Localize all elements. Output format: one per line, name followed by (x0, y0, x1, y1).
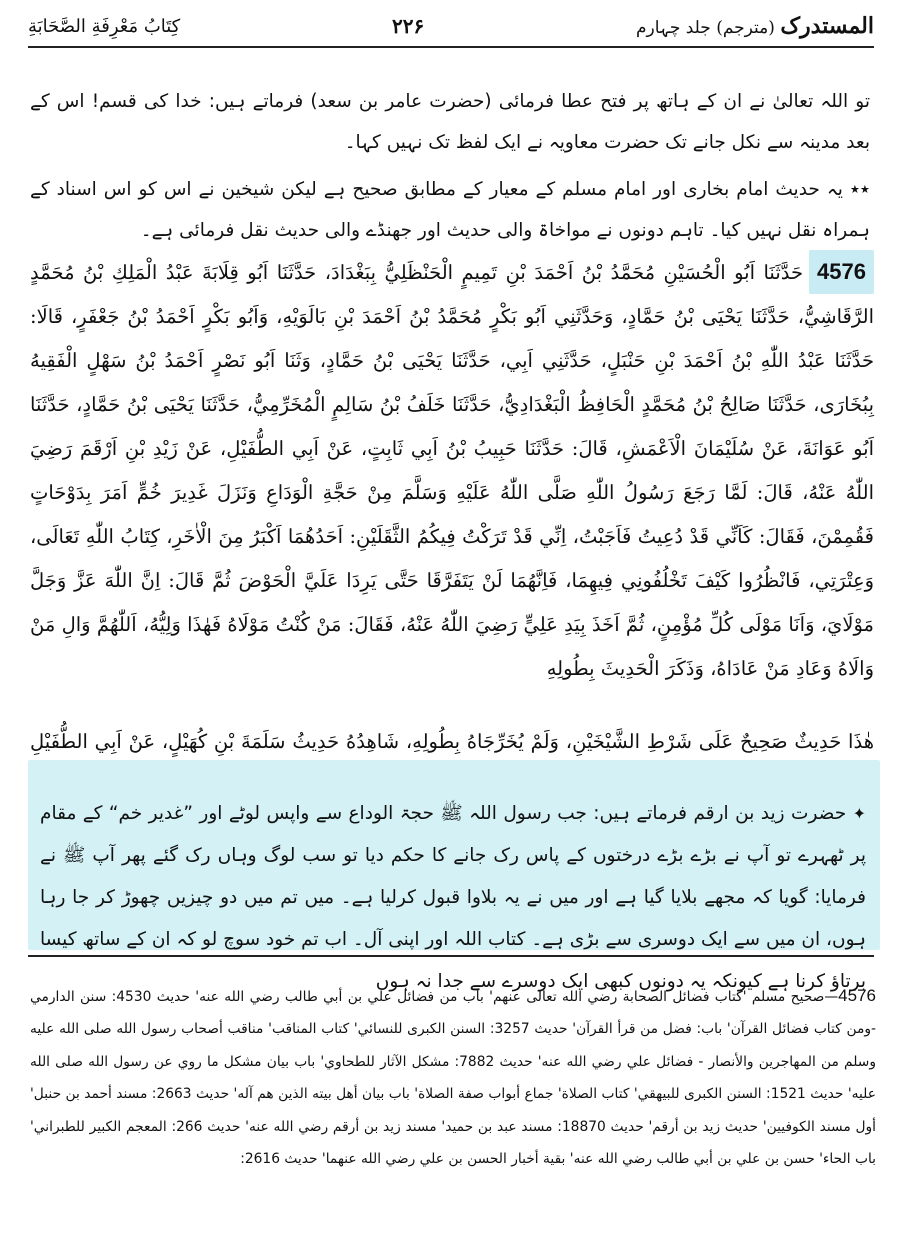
hadith-grade-arabic: هٰذَا حَدِيثٌ صَحِيحٌ عَلَى شَرْطِ الشَّيْخَيْنِ، وَلَمْ يُخَرِّجَاهُ بِطُولِهِ، شَاهِدُهُ حَدِيثُ سَلَمَةَ بْنِ كُهَيْلٍ، عَنْ اَبِي الطُّفَيْلِ (30, 729, 874, 753)
footnote-number: 4576 (838, 985, 876, 1005)
star-icon: ✦ (852, 803, 866, 823)
footnote-text: —صحیح مسلم 'كتاب فضائل الصحابة رضي الله تعالى عنهم' باب من فضائل علي بن أبي طالب رضي الله عنه' حديث 4530: سنن الدارمي -ومن كتاب فضائل القرآن' باب: فضل من قرأ القرآن' حديث 3257: السنن الكبرى للنسائي' كتاب المناقب' مناقب أصحاب رسول الله صلى الله عليه وسلم من المهاجرين والأنصار - فضائل علي رضي الله عنه' حديث 7882: مشكل الآثار للطحاوي' باب بيان مشكل ما روي عن رسول الله صلى الله عليه' حديث 1521: السنن الكبرى للبيهقي' كتاب الصلاة' جماع أبواب صفة الصلاة' باب بيان أهل بيته الذين هم آله' حديث 2663: مسند أحمد بن حنبل' أول مسند الكوفيين' حديث زيد بن أرقم' حديث 18870: مسند عبد بن حميد' مسند زيد بن أرقم رضي الله عنه' حديث 266: المعجم الكبير للطبراني' باب الحاء' حسن بن علي بن أبي طالب رضي الله عنه' بقية أخبار الحسن بن علي رضي الله عنهما' حديث 2616: (30, 988, 877, 1168)
intro-paragraph: تو اللہ تعالیٰ نے ان کے ہاتھ پر فتح عطا فرمائی (حضرت عامر بن سعد) فرماتے ہیں: خدا کی قسم! اس کے بعد مدینہ سے نکل جانے تک حضرت معاویہ نے ایک لفظ تک نہیں کہا۔ (30, 90, 870, 153)
book-title: المستدرک (780, 13, 874, 39)
footnote-paragraph (30, 980, 876, 1176)
hadith-number: 4576 (809, 250, 874, 294)
grading-paragraph: ٭٭ یہ حدیث امام بخاری اور امام مسلم کے معیار کے مطابق صحیح ہے لیکن شیخین نے اس کو اس اسناد کے ہمراہ نقل نہیں کیا۔ تاہم دونوں نے مواخاۃ والی حدیث اور جھنڈے والی حدیث نقل فرمائی ہے۔ (30, 178, 870, 241)
book-subtitle: (مترجم) جلد چہارم (635, 18, 775, 38)
translation-text: حضرت زید بن ارقم فرماتے ہیں: جب رسول اللہ ﷺ حجۃ الوداع سے واپس لوٹے اور ”غدیر خم“ کے مقام پر ٹھہرے تو آپ نے بڑے بڑے درختوں کے پاس رک جانے کا حکم دیا تو سب لوگ وہاں رک گئے پھر آپ ﷺ نے فرمایا: گویا کہ مجھے بلایا گیا ہے اور میں نے یہ بلاوا قبول کرلیا ہے۔ میں تم میں دو چیزیں چھوڑ کر جا رہا ہوں، ان میں سے ایک دوسری سے بڑی ہے۔ کتاب اللہ اور اپنی آل۔ اب تم خود سوچ لو کہ ان کے ساتھ کیسا برتاؤ کرنا ہے کیونکہ یہ دونوں کبھی ایک دوسرے سے جدا نہ ہوں (40, 802, 866, 992)
chapter-title: كِتَابُ مَعْرِفَةِ الصَّحَابَةِ (28, 15, 181, 37)
book-title-header (636, 13, 874, 39)
hadith-arabic-text: حَدَّثَنَا اَبُو الْحُسَيْنِ مُحَمَّدُ بْنُ اَحْمَدَ بْنِ تَمِيمٍ الْحَنْظَلِيُّ بِبَغْدَادَ، حَدَّثَنَا اَبُو قِلَابَةَ عَبْدُ الْمَلِكِ بْنُ مُحَمَّدٍ الرَّقَاشِيُّ، حَدَّثَنَا يَحْيَى بْنُ حَمَّادٍ، وَحَدَّثَنِي اَبُو بَكْرٍ مُحَمَّدُ بْنُ اَحْمَدَ بْنِ بَالَوَيْهِ، وَاَبُو بَكْرٍ اَحْمَدُ بْنُ جَعْفَرٍ، قَالَا: حَدَّثَنَا عَبْدُ اللّٰهِ بْنُ اَحْمَدَ بْنِ حَنْبَلٍ، حَدَّثَنِي اَبِي، حَدَّثَنَا يَحْيَى بْنُ حَمَّادٍ، وَثَنَا اَبُو نَصْرٍ اَحْمَدُ بْنُ سَهْلٍ الْفَقِيهُ بِبُخَارَى، حَدَّثَنَا صَالِحُ بْنُ مُحَمَّدٍ الْحَافِظُ الْبَغْدَادِيُّ، حَدَّثَنَا خَلَفُ بْنُ سَالِمٍ الْمُخَرِّمِيُّ، حَدَّثَنَا يَحْيَى بْنُ حَمَّادٍ، حَدَّثَنَا اَبُو عَوَانَةَ، عَنْ سُلَيْمَانَ الْاَعْمَشِ، قَالَ: حَدَّثَنَا حَبِيبُ بْنُ اَبِي ثَابِتٍ، عَنْ اَبِي الطُّفَيْلِ، عَنْ زَيْدِ بْنِ اَرْقَمَ رَضِيَ اللّٰهُ عَنْهُ، قَالَ: لَمَّا رَجَعَ رَسُولُ اللّٰهِ صَلَّى اللّٰهُ عَلَيْهِ وَسَلَّمَ مِنْ حَجَّةِ الْوَدَاعِ وَنَزَلَ غَدِيرَ خُمٍّ اَمَرَ بِدَوْحَاتٍ فَقُمِمْنَ، فَقَالَ: كَاَنِّي قَدْ دُعِيتُ فَاَجَبْتُ، اِنِّي قَدْ تَرَكْتُ فِيكُمُ الثَّقَلَيْنِ: اَحَدُهُمَا اَكْبَرُ مِنَ الْاٰخَرِ، كِتَابُ اللّٰهِ تَعَالَى، وَعِتْرَتِي، فَانْظُرُوا كَيْفَ تَخْلُفُونِي فِيهِمَا، فَاِنَّهُمَا لَنْ يَتَفَرَّقَا حَتَّى يَرِدَا عَلَيَّ الْحَوْضَ ثُمَّ قَالَ: اِنَّ اللّٰهَ عَزَّ وَجَلَّ مَوْلَايَ، وَاَنَا مَوْلَى كُلِّ مُؤْمِنٍ، ثُمَّ اَخَذَ بِيَدِ عَلِيٍّ رَضِيَ اللّٰهُ عَنْهُ، فَقَالَ: مَنْ كُنْتُ مَوْلَاهُ فَهٰذَا وَلِيُّهُ، اَللّٰهُمَّ وَالِ مَنْ وَالَاهُ وَعَادِ مَنْ عَادَاهُ، وَذَكَرَ الْحَدِيثَ بِطُولِهِ (30, 260, 874, 680)
hadith-arabic-paragraph (30, 250, 874, 691)
page-number: ۲۲۶ (391, 14, 425, 38)
translation-paragraph (40, 793, 866, 1003)
footnote-divider (28, 955, 874, 957)
running-head (28, 6, 874, 48)
